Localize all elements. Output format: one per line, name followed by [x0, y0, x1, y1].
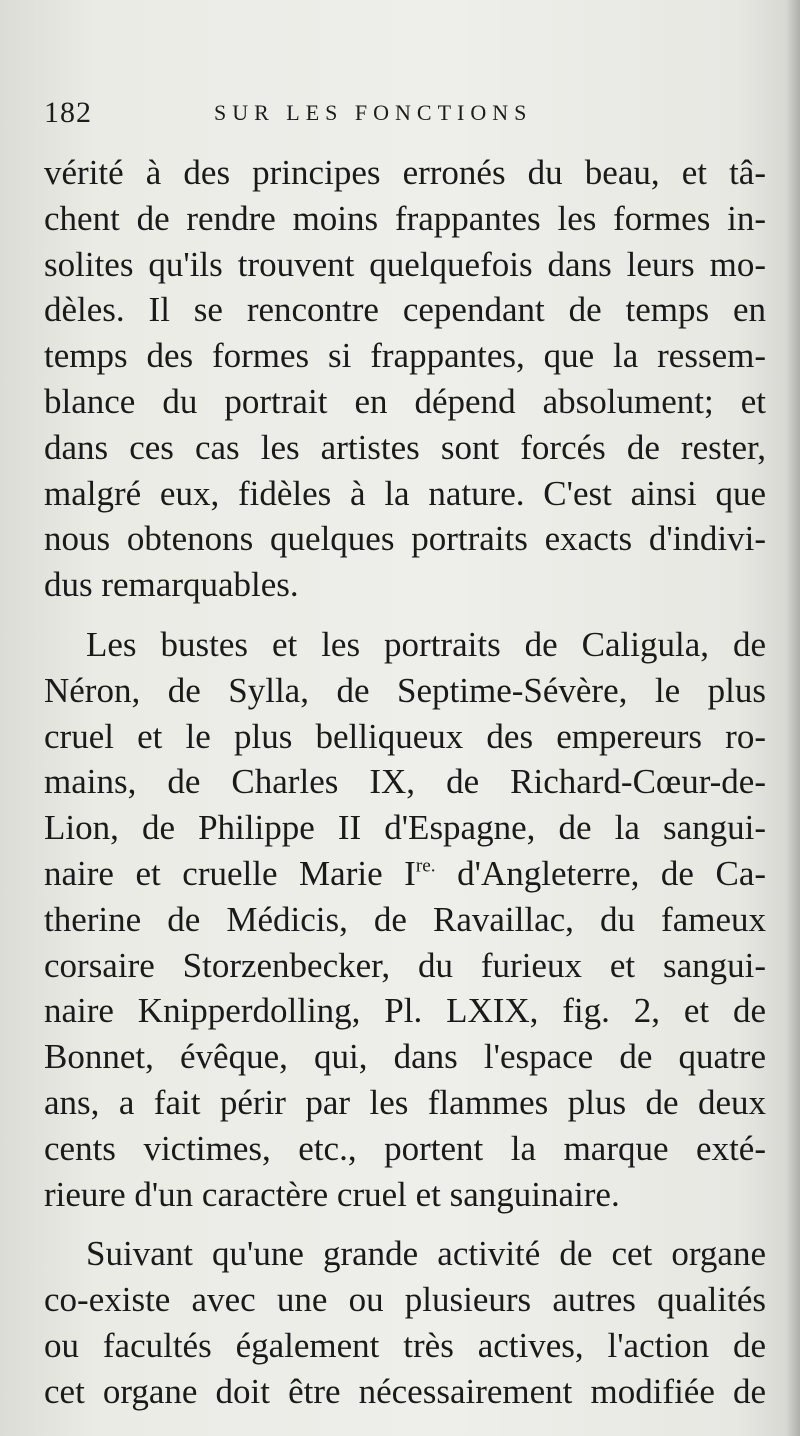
page-header	[44, 96, 764, 136]
text-line: corsaire Storzenbecker, du furieux et sangui-	[44, 945, 766, 985]
text-line: Les bustes et les portraits de Caligula, de	[86, 624, 766, 664]
text-line: malgré eux, fidèles à la nature. C'est ainsi que	[44, 473, 766, 513]
spine-shadow	[786, 0, 800, 1436]
body-text	[44, 150, 766, 1415]
text-line: therine de Médicis, de Ravaillac, du fameux	[44, 899, 766, 939]
text-line: Néron, de Sylla, de Septime-Sévère, le plus	[44, 670, 766, 710]
text-line: cet organe doit être nécessairement modifiée de	[44, 1371, 766, 1411]
text-line: ou facultés également très actives, l'action de	[44, 1325, 766, 1365]
text-line: dèles. Il se rencontre cependant de temps en	[44, 290, 766, 330]
text-line: Lion, de Philippe II d'Espagne, de la sangui-	[44, 808, 766, 848]
page-number: 182	[44, 96, 92, 129]
paragraph	[44, 1231, 766, 1414]
text-line: Suivant qu'une grande activité de cet organe	[86, 1234, 766, 1274]
running-head: SUR LES FONCTIONS	[214, 100, 533, 125]
text-line: dans ces cas les artistes sont forcés de rester,	[44, 427, 766, 467]
text-line: blance du portrait en dépend absolument; et	[44, 381, 766, 421]
text-line: temps des formes si frappantes, que la ressem-	[44, 336, 766, 376]
text-line: Bonnet, évêque, qui, dans l'espace de quatre	[44, 1037, 766, 1077]
paragraph	[44, 150, 766, 608]
text-line: dus remarquables.	[44, 565, 299, 605]
paragraph	[44, 622, 766, 1217]
text-line: naire Knipperdolling, Pl. LXIX, fig. 2, et de	[44, 991, 766, 1031]
text-line: cruel et le plus belliqueux des empereurs ro-	[44, 716, 766, 756]
text-line: nous obtenons quelques portraits exacts d'indivi-	[44, 519, 766, 559]
text-line: ans, a fait périr par les flammes plus de deux	[44, 1082, 766, 1122]
text-line: mains, de Charles IX, de Richard-Cœur-de-	[44, 762, 766, 802]
superscript: re.	[415, 855, 436, 877]
text-line: chent de rendre moins frappantes les formes in-	[44, 198, 766, 238]
text-line: vérité à des principes erronés du beau, et tâ-	[44, 153, 766, 192]
text-line: naire et cruelle Marie $I^{re.}$ d'Angleterre, de Ca-	[44, 853, 767, 893]
text-line: rieure d'un caractère cruel et sanguinaire.	[44, 1174, 620, 1214]
text-line: solites qu'ils trouvent quelquefois dans leurs mo-	[44, 244, 766, 284]
text-line: cents victimes, etc., portent la marque exté-	[44, 1128, 766, 1168]
text-line: co-existe avec une ou plusieurs autres qualités	[44, 1280, 766, 1320]
